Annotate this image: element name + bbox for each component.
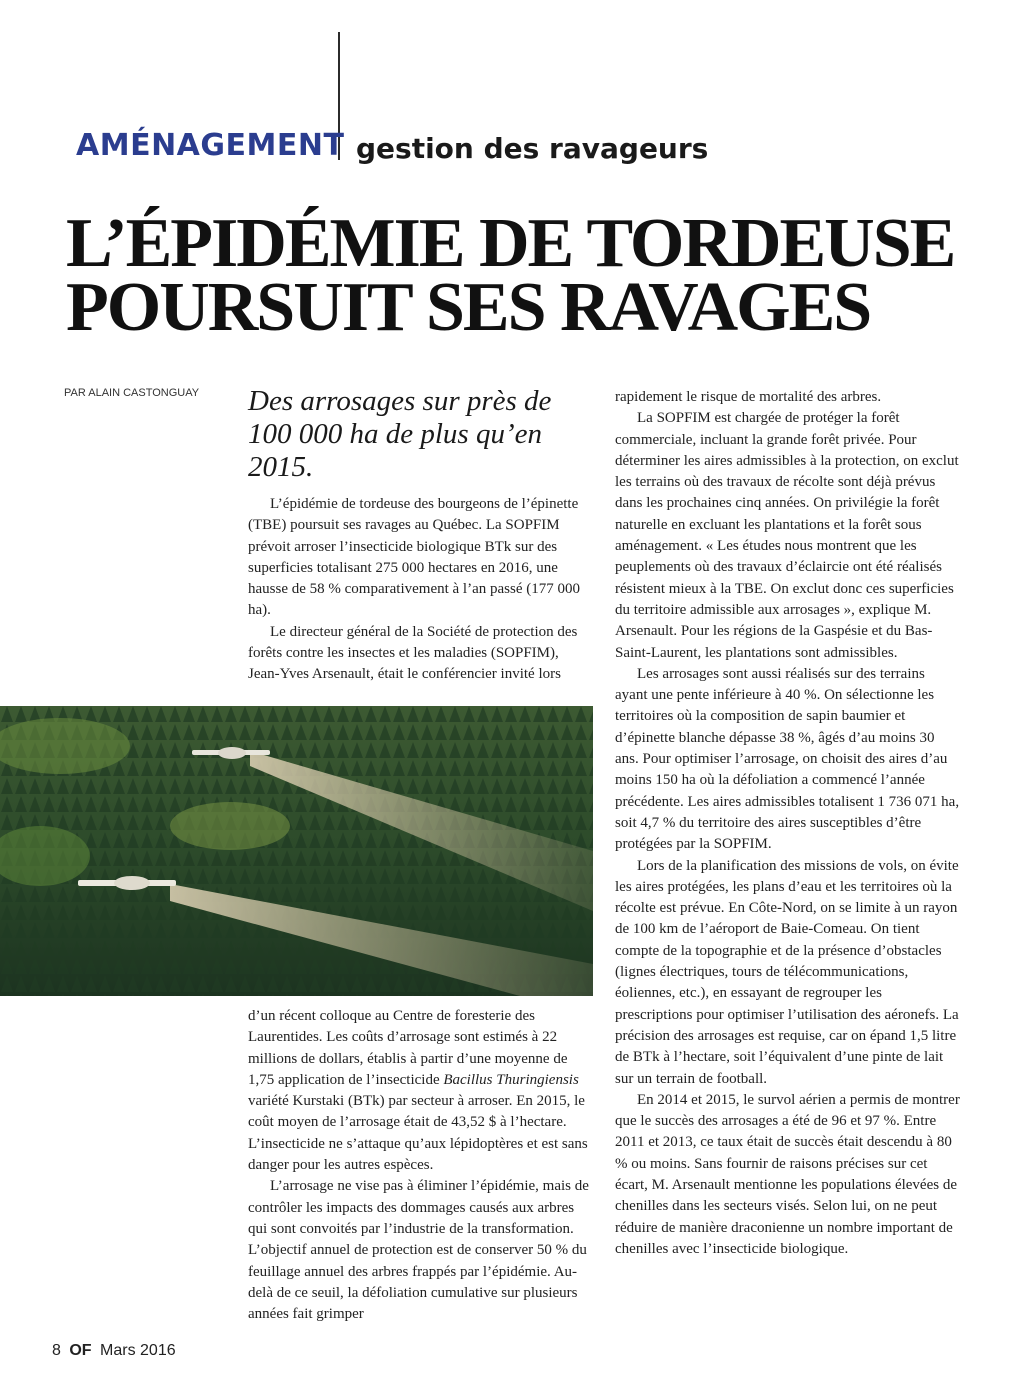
paragraph: Lors de la planification des missions de vols, on évite les aires protégées, les plans d’eau et les territoires où la récolte est prévue. En Côte-Nord, on se limite à un rayon de 100 km de l’aéroport de Baie-Comeau. On tient compte de la topographie et de la présence d’obstacles (lignes électriques, tours de télécommunications, éoliennes, etc.), en essayant de regrouper les prescriptions pour optimiser l’utilisation des aéronefs. La précision des arrosages est requise, car on épand 1,5 litre de BTk à l’hectare, soit l’équivalent d’une pinte de lait sur un terrain de football.: [615, 857, 959, 1087]
byline: PAR ALAIN CASTONGUAY: [64, 387, 200, 399]
headline-line-1: L’ÉPIDÉMIE DE TORDEUSE: [66, 205, 955, 282]
magazine-logo: OF: [69, 1342, 92, 1359]
article-headline: [66, 205, 1006, 346]
paragraph: Le directeur général de la Société de protection des forêts contre les insectes et les maladies (SOPFIM), Jean-Yves Arsenault, était le conférencier invité lors: [248, 623, 578, 683]
paragraph-text: variété Kurstaki (BTk) par secteur à arroser. En 2015, le coût moyen de l’arrosage était de 43,52 $ à l’hectare. L’insecticide ne s’attaque qu’aux lépidoptères et est sans danger pour les autres espèces.: [248, 1093, 588, 1174]
species-name: Bacillus Thuringiensis: [443, 1071, 579, 1088]
issue-date: Mars 2016: [100, 1342, 176, 1359]
paragraph: [248, 1006, 594, 1176]
paragraph-text: d’un récent colloque au Centre de foresterie des Laurentides. Les coûts d’arrosage sont estimés à 22 millions de dollars, établis à partir d’une moyenne de 1,75 application de l’insecticide: [248, 1008, 568, 1088]
column-1-top: [248, 494, 594, 686]
deck-line-2: 100 000 ha de plus qu’en: [248, 418, 542, 450]
paragraph: L’arrosage ne vise pas à éliminer l’épidémie, mais de contrôler les impacts des dommages causés aux arbres qui sont convoités par l’industrie de la transformation. L’objectif annuel de protection est de conserver 50 % du feuillage annuel des arbres frappés par l’épidémie. Au-delà de ce seuil, la défoliation cumulative sur plusieurs années fait grimper: [248, 1178, 589, 1323]
headline-line-2: POURSUIT SES RAVAGES: [66, 269, 871, 346]
deck-line-1: Des arrosages sur près de: [248, 385, 552, 417]
paragraph: Les arrosages sont aussi réalisés sur des terrains ayant une pente inférieure à 40 %. On sélectionne les territoires où la composition de sapin baumier et d’épinette blanche dépasse 38 %, âgés d’au moins 30 ans. Pour optimiser l’arrosage, on choisit des aires d’au moins 150 ha où la défoliation a commencé l’année précédente. Les aires admissibles totalisent 1 736 071 ha, soit 4,7 % du territoire des aires susceptibles d’être protégées par la SOPFIM.: [615, 665, 960, 853]
column-2: [615, 387, 960, 1260]
deck-line-3: 2015.: [248, 451, 314, 483]
section-label: AMÉNAGEMENT: [76, 128, 345, 163]
aerial-spraying-photo: [0, 706, 593, 996]
column-1-bottom: [248, 1006, 594, 1325]
paragraph: La SOPFIM est chargée de protéger la forêt commerciale, incluant la grande forêt privée. Pour déterminer les aires admissibles à la protection, on exclut les terrains où des travaux de récolte sont déjà prévus dans les prochaines cinq années. On privilégie la forêt naturelle en excluant les plantations et la forêt sous aménagement. « Les études nous montrent que les peuplements où des travaux d’éclaircie ont été réalisés résistent mieux à la TBE. On exclut donc ces superficies du territoire admissible aux arrosages », explique M. Arsenault. Pour les régions de la Gaspésie et du Bas-Saint-Laurent, les plantations sont admissibles.: [615, 410, 959, 661]
page-footer: [52, 1342, 176, 1360]
article-deck: [248, 385, 578, 484]
page-number: 8: [52, 1342, 61, 1359]
paragraph: L’épidémie de tordeuse des bourgeons de l’épinette (TBE) poursuit ses ravages au Québec. La SOPFIM prévoit arroser l’insecticide biologique BTk sur des superficies totalisant 275 000 hectares en 2016, une hausse de 58 % comparativement à l’an passé (177 000 ha).: [248, 496, 580, 619]
paragraph: rapidement le risque de mortalité des arbres.: [615, 389, 882, 405]
subsection-label: gestion des ravageurs: [356, 132, 709, 165]
forest-planes-illustration: [0, 706, 593, 996]
paragraph: En 2014 et 2015, le survol aérien a permis de montrer que le succès des arrosages a été de 96 et 97 %. Entre 2011 et 2013, ce taux était de succès était descendu à 80 % ou moins. Sans fournir de raisons précises sur cet écart, M. Arsenault mentionne les populations élevées de chenilles dans les secteurs visés. Selon lui, on ne peut réduire de manière draconienne un nombre important de chenilles avec l’insecticide biologique.: [615, 1091, 960, 1257]
